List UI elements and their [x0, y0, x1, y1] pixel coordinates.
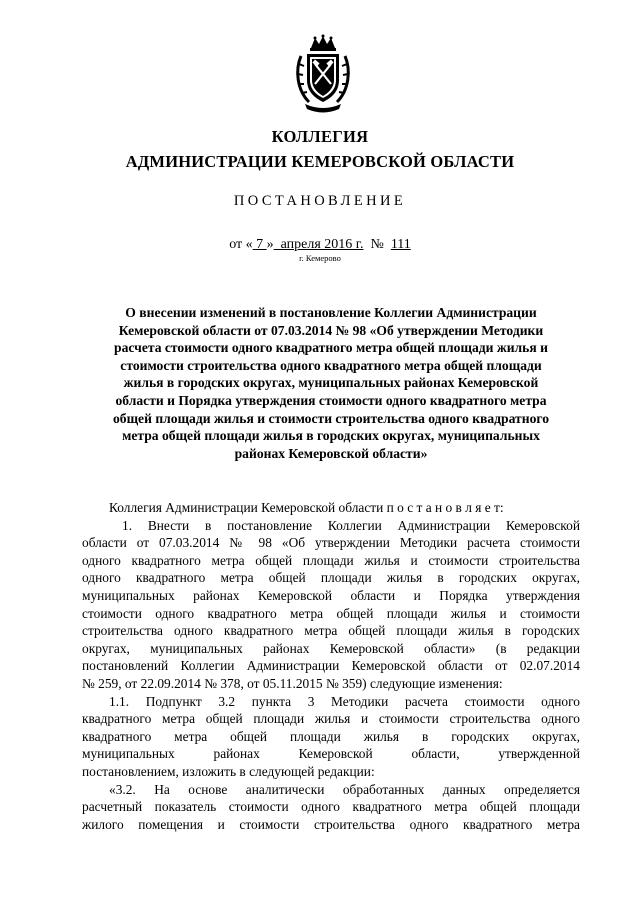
- document-number: 111: [390, 237, 411, 252]
- body-line: квадратного метра общей площади жилья в городских округах,: [82, 728, 580, 744]
- title-line: расчета стоимости одного квадратного метра общей площади жилья и: [114, 340, 548, 356]
- city-name: г. Кемерово: [299, 253, 341, 263]
- title-line: районах Кемеровской области»: [234, 445, 428, 461]
- date-day: 7: [252, 237, 267, 252]
- organization-name-line2: АДМИНИСТРАЦИИ КЕМЕРОВСКОЙ ОБЛАСТИ: [125, 152, 515, 171]
- body-line: «3.2. На основе аналитически обработанных данных определяется: [109, 781, 580, 797]
- title-line: общей площади жилья и стоимости строительства одного квадратного: [112, 410, 549, 426]
- body-line: жилого помещения и стоимости строительства одного квадратного метра: [82, 816, 580, 832]
- body-line: стоимости одного квадратного метра общей площади жилья и стоимости: [82, 605, 580, 621]
- body-line: муниципальных районах Кемеровской области, утвержденной: [82, 746, 580, 762]
- title-line: Кемеровской области от 07.03.2014 № 98 «Об утверждении Методики: [118, 322, 544, 338]
- title-line: области и Порядка утверждения стоимости одного квадратного метра: [115, 392, 547, 408]
- coat-of-arms-emblem-icon: [293, 34, 353, 114]
- body-line: квадратного метра общей площади жилья и стоимости строительства одного: [82, 711, 580, 727]
- document-title: [82, 304, 580, 462]
- body-line: расчетный показатель стоимости одного квадратного метра общей площади: [82, 799, 580, 815]
- body-line: области от 07.03.2014 № 98 «Об утверждении Методики расчета стоимости: [82, 535, 580, 551]
- body-line: муниципальных районах Кемеровской области и Порядка утверждения: [82, 587, 580, 603]
- body-line: постановлений Коллегии Администрации Кемеровской области от 02.07.2014: [82, 658, 580, 674]
- title-line: метра общей площади жилья в городских округах, муниципальных: [122, 428, 540, 444]
- document-date-line: [0, 237, 640, 253]
- body-line: Коллегия Администрации Кемеровской области п о с т а н о в л я е т:: [109, 500, 504, 515]
- date-separator: »: [266, 237, 274, 252]
- body-line: строительства одного квадратного метра общей площади жилья в городских: [82, 623, 580, 639]
- title-line: стоимости строительства одного квадратного метра общей площади: [120, 357, 542, 373]
- title-line: О внесении изменений в постановление Коллегии Администрации: [125, 305, 537, 320]
- title-line: жилья в городских округах, муниципальных районах Кемеровской: [123, 375, 539, 391]
- number-sign: №: [363, 237, 391, 252]
- body-line: № 259, от 22.09.2014 № 378, от 05.11.2015 № 359) следующие изменения:: [82, 675, 503, 691]
- document-type: ПОСТАНОВЛЕНИЕ: [233, 193, 407, 209]
- body-line: 1.1. Подпункт 3.2 пункта 3 Методики расчета стоимости одного: [109, 693, 580, 709]
- organization-name-line1: КОЛЛЕГИЯ: [271, 127, 369, 146]
- document-body: [82, 499, 580, 833]
- body-line: округах, муниципальных районах Кемеровской области» (в редакции: [82, 640, 580, 656]
- body-line: постановлением, изложить в следующей редакции:: [82, 763, 375, 779]
- body-line: одного квадратного метра общей площади жилья в городских округах,: [82, 570, 580, 586]
- body-line: одного квадратного метра общей площади жилья и стоимости строительства: [82, 552, 580, 568]
- body-line: 1. Внести в постановление Коллегии Администрации Кемеровской: [122, 517, 580, 533]
- date-month-year: апреля 2016 г.: [273, 237, 364, 252]
- date-prefix: от «: [229, 237, 253, 252]
